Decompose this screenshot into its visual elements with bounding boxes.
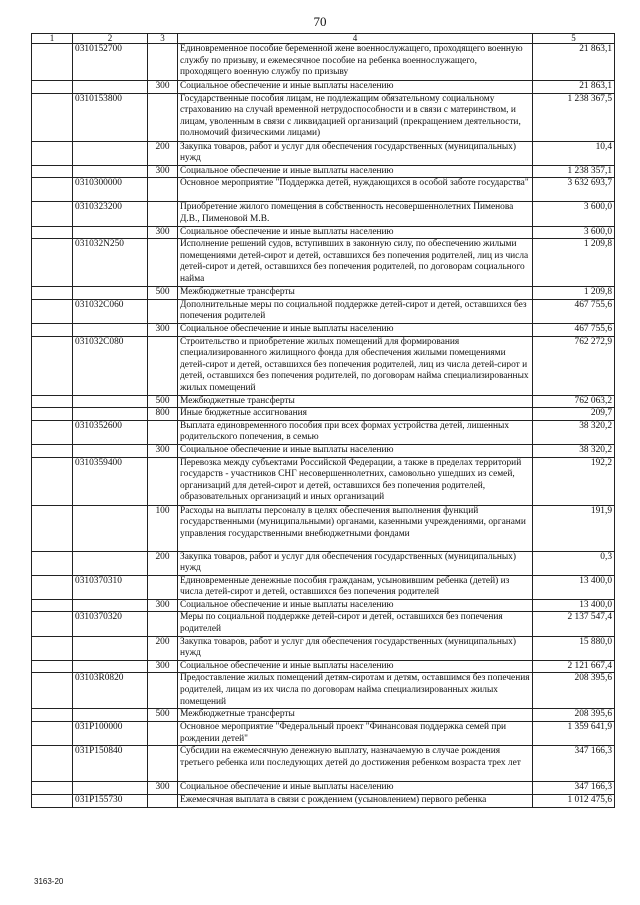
column-header: 2 [73,34,148,44]
table-row [32,178,615,202]
cell-empty [32,81,73,94]
row-expense-type [148,239,178,287]
row-amount: 1 209,8 [533,287,615,300]
table-row [32,505,615,551]
row-amount: 191,9 [533,505,615,551]
cell-empty [32,457,73,505]
cell-empty [32,178,73,202]
row-description: Выплата единовременного пособия при всех формах устройства детей, лишенных родительского попечения, в семью [178,420,533,444]
row-expense-type [148,178,178,202]
row-expense-type [148,746,178,782]
cell-empty [32,323,73,336]
row-amount: 10,4 [533,141,615,165]
row-code: 0310300000 [73,178,148,202]
row-expense-type: 300 [148,782,178,795]
cell-empty [32,709,73,722]
table-row [32,239,615,287]
row-description: Социальное обеспечение и иные выплаты населению [178,323,533,336]
table-row [32,165,615,178]
row-amount: 347 166,3 [533,782,615,795]
row-amount: 38 320,2 [533,444,615,457]
table-row [32,395,615,408]
row-amount: 347 166,3 [533,746,615,782]
row-code: 03103R0820 [73,673,148,709]
row-description: Расходы на выплаты персоналу в целях обеспечения выполнения функций государственными (муниципальными) органами, казенными учреждениями, органами управления государственными внебюджетными фондами [178,505,533,551]
row-expense-type: 300 [148,165,178,178]
row-description: Иные бюджетные ассигнования [178,408,533,421]
row-expense-type: 300 [148,444,178,457]
cell-empty [32,420,73,444]
row-description: Приобретение жилого помещения в собственность несовершеннолетних Пименова Д.В., Пименовой М.В. [178,202,533,226]
row-expense-type [148,794,178,807]
row-description: Основное мероприятие "Поддержка детей, нуждающихся в особой заботе государства" [178,178,533,202]
row-expense-type [148,44,178,81]
row-code [73,782,148,795]
row-code [73,165,148,178]
row-amount: 1 359 641,9 [533,722,615,746]
row-description: Строительство и приобретение жилых помещений для формирования специализированного жилищного фонда для обеспечения жилыми помещениями детей-сирот и детей, оставшихся без попечения родителей, лиц из числа детей-сирот и детей, оставшихся без попечения родителей, по договорам найма специализированных жилых помещений [178,336,533,395]
row-amount: 3 600,0 [533,202,615,226]
row-expense-type: 800 [148,408,178,421]
row-code [73,287,148,300]
row-expense-type [148,202,178,226]
row-amount: 1 238 367,5 [533,93,615,141]
row-expense-type [148,93,178,141]
row-amount: 467 755,6 [533,323,615,336]
row-code: 031032С080 [73,336,148,395]
row-code: 031P150840 [73,746,148,782]
row-code: 0310152700 [73,44,148,81]
row-amount: 15 880,0 [533,636,615,660]
row-amount: 21 863,1 [533,44,615,81]
row-description: Единовременные денежные пособия гражданам, усыновившим ребенка (детей) из числа детей-сирот и детей, оставшихся без попечения родителей [178,575,533,599]
row-code: 0310323200 [73,202,148,226]
row-description: Закупка товаров, работ и услуг для обеспечения государственных (муниципальных) нужд [178,636,533,660]
row-description: Межбюджетные трансферты [178,395,533,408]
row-description: Государственные пособия лицам, не подлежащим обязательному социальному страхованию на случай временной нетрудоспособности и в связи с материнством, и лицам, уволенным в связи с ликвидацией организаций (прекращением деятельности, полномочий физическими лицами) [178,93,533,141]
cell-empty [32,93,73,141]
cell-empty [32,794,73,807]
row-description: Предоставление жилых помещений детям-сиротам и детям, оставшимся без попечения родителей, лицам из их числа по договорам найма специализированных жилых помещений [178,673,533,709]
row-description: Межбюджетные трансферты [178,287,533,300]
row-amount: 208 395,6 [533,673,615,709]
column-header: 5 [533,34,615,44]
page-number: 70 [313,14,327,29]
row-expense-type [148,420,178,444]
table-row [32,323,615,336]
row-code: 0310352600 [73,420,148,444]
cell-empty [32,336,73,395]
row-expense-type [148,722,178,746]
table-row [32,457,615,505]
table-row [32,722,615,746]
table-row [32,81,615,94]
cell-empty [32,505,73,551]
table-row [32,599,615,612]
table-row [32,44,615,81]
row-amount: 467 755,6 [533,299,615,323]
cell-empty [32,202,73,226]
budget-table [31,33,615,808]
row-expense-type: 500 [148,709,178,722]
cell-empty [32,44,73,81]
row-code: 031P155730 [73,794,148,807]
row-code [73,141,148,165]
table-row [32,709,615,722]
cell-empty [32,444,73,457]
cell-empty [32,673,73,709]
row-description: Исполнение решений судов, вступивших в законную силу, по обеспечению жилыми помещениями детей-сирот и детей, оставшихся без попечения родителей, лиц из числа детей-сирот и детей, оставшихся без попечения родителей, по договорам социального найма [178,239,533,287]
row-code [73,444,148,457]
cell-empty [32,746,73,782]
cell-empty [32,299,73,323]
row-amount: 209,7 [533,408,615,421]
row-description: Социальное обеспечение и иные выплаты населению [178,444,533,457]
row-code: 0310370310 [73,575,148,599]
row-expense-type [148,457,178,505]
cell-empty [32,239,73,287]
row-description: Закупка товаров, работ и услуг для обеспечения государственных (муниципальных) нужд [178,551,533,575]
table-row [32,794,615,807]
row-code [73,709,148,722]
table-row [32,287,615,300]
row-amount: 21 863,1 [533,81,615,94]
row-description: Социальное обеспечение и иные выплаты населению [178,599,533,612]
cell-empty [32,408,73,421]
table-row [32,226,615,239]
cell-empty [32,287,73,300]
row-description: Социальное обеспечение и иные выплаты населению [178,660,533,673]
cell-empty [32,722,73,746]
row-expense-type [148,673,178,709]
row-description: Субсидии на ежемесячную денежную выплату, назначаемую в случае рождения третьего ребенка или последующих детей до достижения ребенком возраста трех лет [178,746,533,782]
row-code [73,226,148,239]
row-code [73,323,148,336]
row-amount: 3 600,0 [533,226,615,239]
row-description: Единовременное пособие беременной жене военнослужащего, проходящего военную службу по призыву, и ежемесячное пособие на ребенка военнослужащего, проходящего военную службу по призыву [178,44,533,81]
row-amount: 1 238 357,1 [533,165,615,178]
row-amount: 0,3 [533,551,615,575]
row-amount: 2 137 547,4 [533,612,615,636]
row-amount: 3 632 693,7 [533,178,615,202]
row-code [73,408,148,421]
row-expense-type [148,575,178,599]
row-description: Ежемесячная выплата в связи с рождением (усыновлением) первого ребенка [178,794,533,807]
cell-empty [32,226,73,239]
cell-empty [32,575,73,599]
cell-empty [32,782,73,795]
row-amount: 192,2 [533,457,615,505]
row-code [73,395,148,408]
row-amount: 762 272,9 [533,336,615,395]
row-description: Перевозка между субъектами Российской Федерации, а также в пределах территорий государств - участников СНГ несовершеннолетних, самовольно ушедших из семей, организаций для детей-сирот и детей, оставшихся без попечения родителей, образовательных организаций и иных организаций [178,457,533,505]
row-expense-type: 200 [148,141,178,165]
table-row [32,612,615,636]
row-code [73,660,148,673]
row-code: 031032N250 [73,239,148,287]
row-expense-type: 300 [148,660,178,673]
row-code [73,599,148,612]
table-row [32,746,615,782]
row-code [73,551,148,575]
cell-empty [32,660,73,673]
row-expense-type: 200 [148,636,178,660]
row-code: 0310370320 [73,612,148,636]
row-amount: 208 395,6 [533,709,615,722]
row-description: Социальное обеспечение и иные выплаты населению [178,165,533,178]
row-description: Социальное обеспечение и иные выплаты населению [178,782,533,795]
table-row [32,408,615,421]
row-description: Основное мероприятие "Федеральный проект "Финансовая поддержка семей при рождении детей" [178,722,533,746]
table-row [32,444,615,457]
cell-empty [32,395,73,408]
cell-empty [32,599,73,612]
column-header: 3 [148,34,178,44]
row-description: Дополнительные меры по социальной поддержке детей-сирот и детей, оставшихся без попечения родителей [178,299,533,323]
cell-empty [32,612,73,636]
table-row [32,782,615,795]
row-code [73,81,148,94]
footer-code: 3163-20 [34,877,64,886]
row-description: Социальное обеспечение и иные выплаты населению [178,226,533,239]
row-expense-type [148,299,178,323]
table-row [32,636,615,660]
row-expense-type: 500 [148,395,178,408]
cell-empty [32,636,73,660]
row-description: Социальное обеспечение и иные выплаты населению [178,81,533,94]
row-expense-type: 300 [148,226,178,239]
table-row [32,336,615,395]
row-code: 0310153800 [73,93,148,141]
row-amount: 762 063,2 [533,395,615,408]
column-header: 1 [32,34,73,44]
row-code [73,505,148,551]
row-expense-type: 500 [148,287,178,300]
row-expense-type: 200 [148,551,178,575]
row-code: 0310359400 [73,457,148,505]
cell-empty [32,141,73,165]
row-description: Закупка товаров, работ и услуг для обеспечения государственных (муниципальных) нужд [178,141,533,165]
row-expense-type: 300 [148,599,178,612]
table-row [32,551,615,575]
table-row [32,420,615,444]
header-row [32,34,615,44]
row-amount: 13 400,0 [533,575,615,599]
row-code: 031032С060 [73,299,148,323]
cell-empty [32,165,73,178]
row-expense-type [148,336,178,395]
row-expense-type: 300 [148,81,178,94]
column-header: 4 [178,34,533,44]
row-amount: 13 400,0 [533,599,615,612]
table-row [32,660,615,673]
row-expense-type: 300 [148,323,178,336]
table-row [32,673,615,709]
row-expense-type [148,612,178,636]
row-amount: 2 121 667,4 [533,660,615,673]
table-row [32,575,615,599]
cell-empty [32,551,73,575]
row-amount: 1 012 475,6 [533,794,615,807]
row-amount: 38 320,2 [533,420,615,444]
table-row [32,299,615,323]
row-amount: 1 209,8 [533,239,615,287]
table-row [32,93,615,141]
row-code: 031P100000 [73,722,148,746]
row-code [73,636,148,660]
row-description: Межбюджетные трансферты [178,709,533,722]
row-description: Меры по социальной поддержке детей-сирот и детей, оставшихся без попечения родителей [178,612,533,636]
row-expense-type: 100 [148,505,178,551]
table-row [32,141,615,165]
table-row [32,202,615,226]
